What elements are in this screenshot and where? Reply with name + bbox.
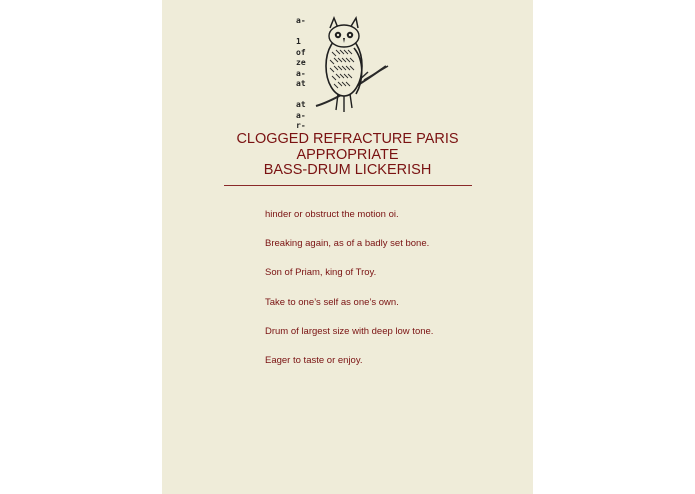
owl-woodcut-icon (306, 14, 392, 118)
definition-item: Take to one’s self as one’s own. (265, 296, 399, 308)
page-title (162, 132, 533, 179)
title-line-1: CLOGGED REFRACTURE PARIS (236, 131, 459, 147)
page-sheet (162, 0, 533, 494)
definition-item: hinder or obstruct the motion oi. (265, 209, 399, 220)
title-line-2: APPROPRIATE (296, 146, 399, 163)
scan-text-fragment: a- 1 of ze a- at at a- r- (296, 16, 306, 130)
definitions-list (265, 209, 525, 384)
definition-item: Drum of largest size with deep low tone. (265, 325, 434, 337)
title-divider (224, 185, 472, 186)
definition-item: Eager to taste or enjoy. (265, 354, 363, 366)
title-line-3: BASS-DRUM LICKERISH (263, 162, 432, 178)
definition-item: Son of Priam, king of Troy. (265, 267, 377, 279)
definition-item: Breaking again, as of a badly set bone. (265, 238, 430, 250)
owl-illustration (296, 14, 392, 130)
